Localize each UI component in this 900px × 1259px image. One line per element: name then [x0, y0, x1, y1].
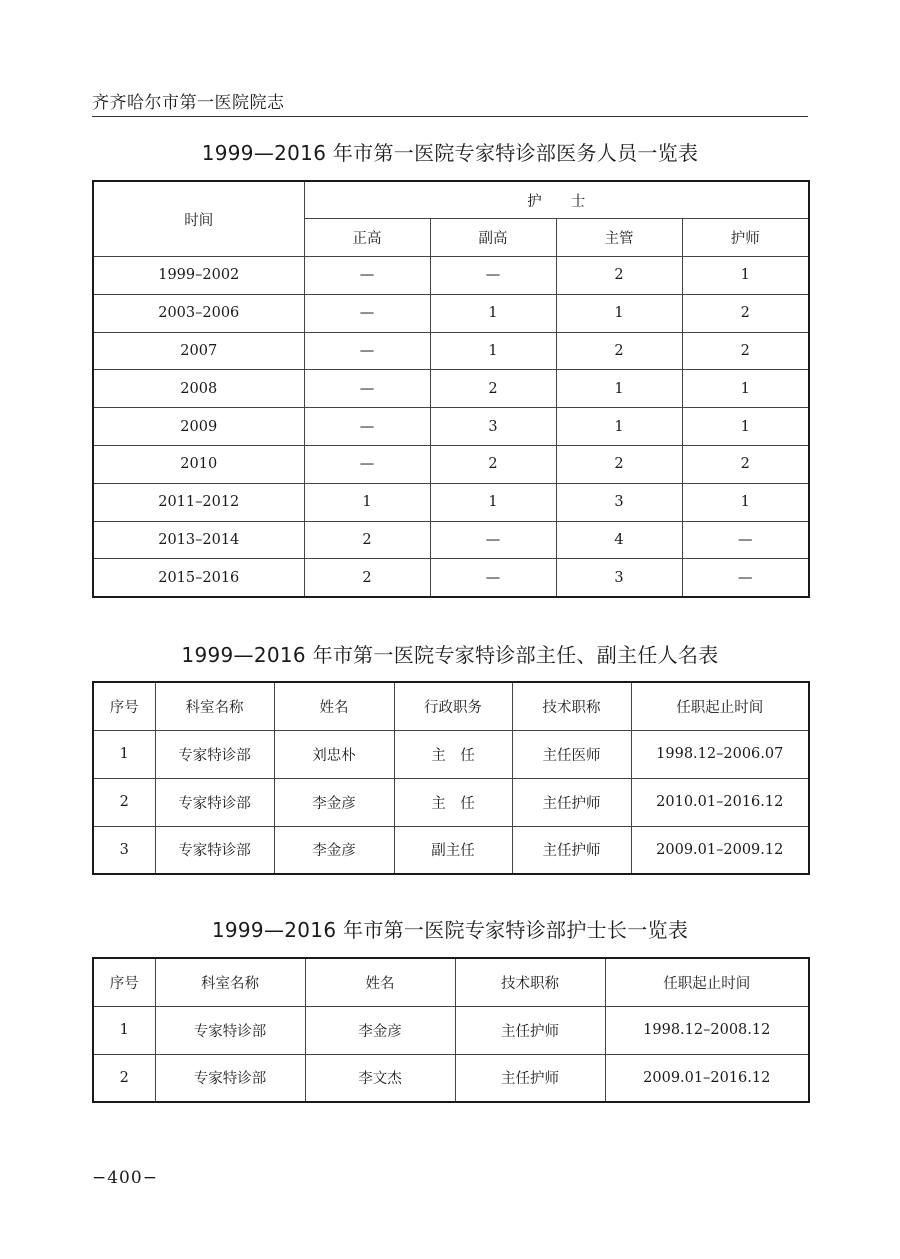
table-cell: 2 — [430, 446, 556, 484]
table-cell: 1 — [682, 370, 809, 408]
table-cell: 刘忠朴 — [274, 730, 394, 778]
running-title: 齐齐哈尔市第一医院院志 — [92, 93, 285, 113]
table-cell: 1 — [682, 408, 809, 446]
table-cell: 2013–2014 — [93, 521, 304, 559]
table-cell: 李金彦 — [274, 778, 394, 826]
table-cell: 1 — [304, 483, 430, 521]
time-header: 时间 — [93, 181, 304, 257]
table-cell: 1 — [93, 730, 155, 778]
director-table — [92, 681, 810, 875]
table-cell: 1 — [556, 370, 682, 408]
column-header: 科室名称 — [155, 682, 274, 730]
table-cell: 2010 — [93, 446, 304, 484]
column-header: 护师 — [682, 219, 809, 257]
table-cell: 4 — [556, 521, 682, 559]
table-row — [93, 521, 809, 559]
table-cell: 2 — [430, 370, 556, 408]
table3-title: 1999—2016 年市第一医院专家特诊部护士长一览表 — [211, 918, 689, 942]
table-row — [93, 446, 809, 484]
table-cell: 1999–2002 — [93, 257, 304, 295]
table-row — [93, 483, 809, 521]
table-cell: 2 — [93, 1054, 155, 1102]
table-row — [93, 332, 809, 370]
table-cell: 主 任 — [394, 778, 512, 826]
table-row — [93, 257, 809, 295]
table-cell: 1 — [556, 408, 682, 446]
table-row — [93, 730, 809, 778]
table-row — [93, 408, 809, 446]
table-cell: 2 — [304, 521, 430, 559]
table-cell: 2008 — [93, 370, 304, 408]
table-cell: 2009.01–2016.12 — [605, 1054, 809, 1102]
column-header: 序号 — [93, 958, 155, 1006]
table-cell: 2009.01–2009.12 — [631, 826, 809, 874]
table-row — [93, 1006, 809, 1054]
table-cell: 2 — [556, 332, 682, 370]
table-cell: 2009 — [93, 408, 304, 446]
table-row — [93, 559, 809, 597]
table-cell: 李文杰 — [305, 1054, 455, 1102]
column-header: 科室名称 — [155, 958, 305, 1006]
table-row — [93, 1054, 809, 1102]
table-cell: — — [682, 521, 809, 559]
table-cell: 3 — [556, 559, 682, 597]
table1-title: 1999—2016 年市第一医院专家特诊部医务人员一览表 — [201, 141, 699, 165]
table-cell: 专家特诊部 — [155, 778, 274, 826]
nurse-group-header: 护 士 — [304, 181, 809, 219]
table-cell: — — [304, 446, 430, 484]
page-number: −400− — [92, 1168, 158, 1188]
table-cell: 副主任 — [394, 826, 512, 874]
table-cell: — — [304, 257, 430, 295]
table-cell: 主任护师 — [455, 1054, 605, 1102]
table-cell: 1 — [682, 483, 809, 521]
table-cell: 1998.12–2008.12 — [605, 1006, 809, 1054]
table-row — [93, 826, 809, 874]
table-row — [93, 294, 809, 332]
table-cell: 1 — [430, 294, 556, 332]
column-header: 副高 — [430, 219, 556, 257]
column-header: 正高 — [304, 219, 430, 257]
column-header: 行政职务 — [394, 682, 512, 730]
table-cell: — — [304, 294, 430, 332]
table-row — [93, 778, 809, 826]
table-cell: 2010.01–2016.12 — [631, 778, 809, 826]
table-cell: — — [430, 559, 556, 597]
table-cell: 2011–2012 — [93, 483, 304, 521]
column-header: 姓名 — [274, 682, 394, 730]
staff-table — [92, 180, 810, 598]
table-cell: 1998.12–2006.07 — [631, 730, 809, 778]
table-cell: 3 — [556, 483, 682, 521]
table-cell: 主任护师 — [512, 778, 631, 826]
table-cell: 专家特诊部 — [155, 826, 274, 874]
table-cell: 2 — [682, 332, 809, 370]
column-header: 主管 — [556, 219, 682, 257]
table-cell: 专家特诊部 — [155, 1054, 305, 1102]
table-cell: — — [682, 559, 809, 597]
table-cell: — — [304, 332, 430, 370]
table-cell: 主 任 — [394, 730, 512, 778]
table-cell: 李金彦 — [305, 1006, 455, 1054]
table-cell: 2 — [556, 446, 682, 484]
table-cell: — — [304, 408, 430, 446]
table-cell: 2 — [556, 257, 682, 295]
header-rule — [92, 116, 808, 117]
table-cell: — — [304, 370, 430, 408]
column-header: 技术职称 — [455, 958, 605, 1006]
table-cell: 主任护师 — [512, 826, 631, 874]
table-cell: 2 — [682, 294, 809, 332]
table-cell: 1 — [93, 1006, 155, 1054]
column-header: 序号 — [93, 682, 155, 730]
column-header: 技术职称 — [512, 682, 631, 730]
table-cell: 2 — [93, 778, 155, 826]
table-cell: — — [430, 257, 556, 295]
table-cell: 专家特诊部 — [155, 1006, 305, 1054]
column-header: 任职起止时间 — [631, 682, 809, 730]
table-cell: — — [430, 521, 556, 559]
table-cell: 2 — [304, 559, 430, 597]
column-header: 任职起止时间 — [605, 958, 809, 1006]
table-cell: 专家特诊部 — [155, 730, 274, 778]
table-cell: 1 — [682, 257, 809, 295]
table-cell: 1 — [430, 332, 556, 370]
table2-title: 1999—2016 年市第一医院专家特诊部主任、副主任人名表 — [181, 643, 719, 667]
table-cell: 李金彦 — [274, 826, 394, 874]
table-cell: 主任医师 — [512, 730, 631, 778]
table-cell: 主任护师 — [455, 1006, 605, 1054]
table-cell: 1 — [556, 294, 682, 332]
table-cell: 2015–2016 — [93, 559, 304, 597]
table-cell: 2007 — [93, 332, 304, 370]
table-cell: 3 — [93, 826, 155, 874]
head-nurse-table — [92, 957, 810, 1103]
table-cell: 2003–2006 — [93, 294, 304, 332]
table-row — [93, 370, 809, 408]
table-cell: 1 — [430, 483, 556, 521]
column-header: 姓名 — [305, 958, 455, 1006]
table-cell: 2 — [682, 446, 809, 484]
table-cell: 3 — [430, 408, 556, 446]
